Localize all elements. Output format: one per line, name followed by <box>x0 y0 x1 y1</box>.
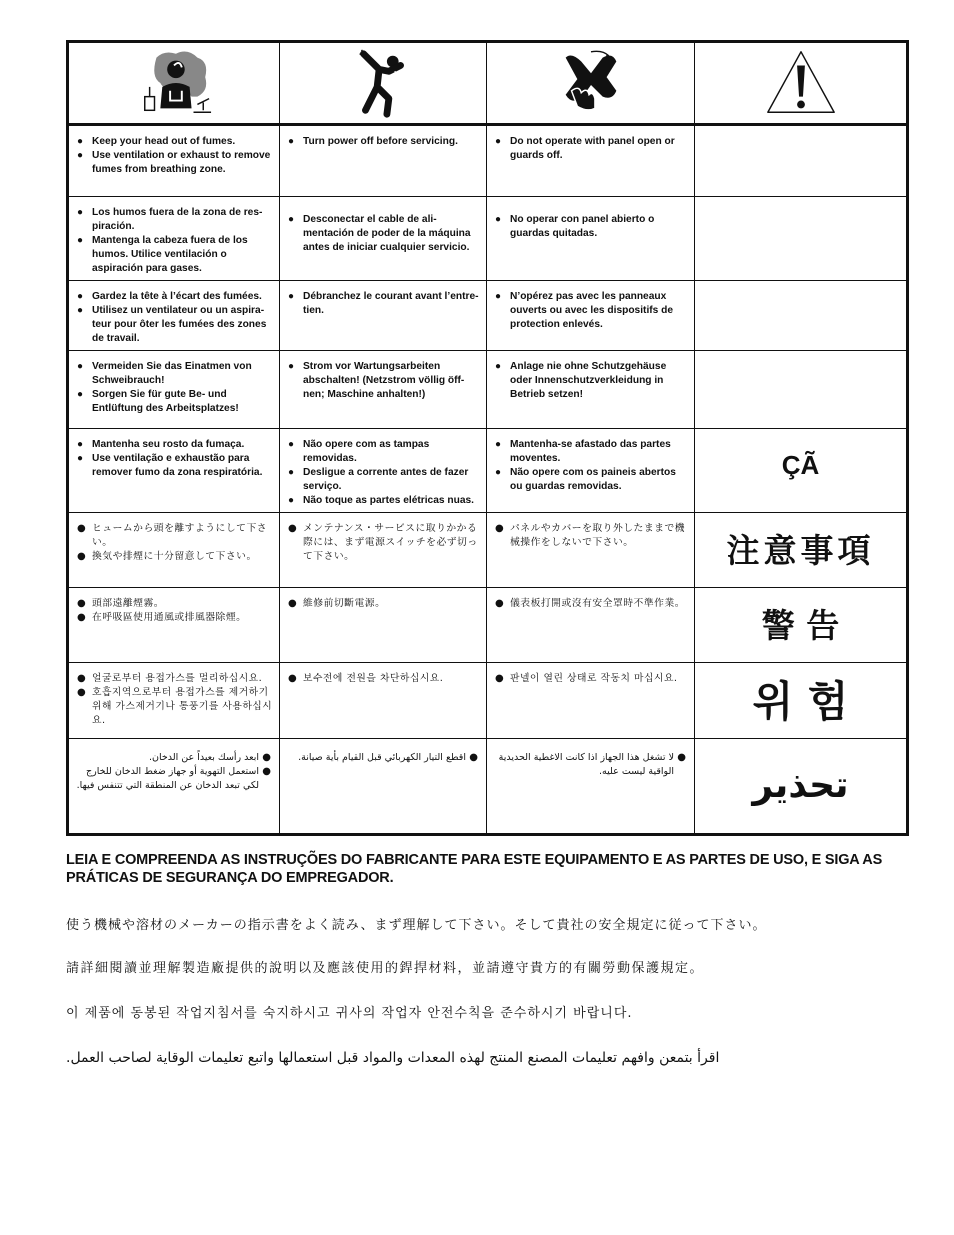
bullet-list <box>487 663 694 690</box>
warning-cell <box>68 125 280 197</box>
signal-word: 注意事項 <box>726 531 875 570</box>
bullet-item: ● Gardez la tête à l’écart des fumées. <box>77 290 275 304</box>
bullet-list <box>280 429 486 512</box>
footer-korean: 이 제품에 동봉된 작업지침서를 숙지하시고 귀사의 작업자 안전수칙을 준수하시기 바랍니다. <box>66 1006 633 1021</box>
warning-cell <box>280 588 487 663</box>
bullet-item: ● 在呼吸區使用通風或排風器除煙。 <box>77 611 275 625</box>
bullet-item: ● Não opere com as tampas removidas. <box>288 438 482 466</box>
bullet-list <box>487 281 694 336</box>
bullet-item: ● Desligue a corrente antes de fazer serviço. <box>288 466 482 494</box>
warning-cell <box>68 281 280 351</box>
bullet-item: ● Sorgen Sie für gute Be- und Entlüftung des Arbeitsplatzes! <box>77 388 275 416</box>
signal-word <box>695 126 906 194</box>
bullet-list <box>69 351 279 420</box>
warning-cell <box>68 588 280 663</box>
warning-row <box>68 588 908 663</box>
warning-cell <box>280 739 487 835</box>
warning-cell <box>487 513 695 588</box>
icon-cell <box>68 42 280 125</box>
footer-chinese: 請詳細閱讀並理解製造廠提供的說明以及應該使用的銲捍材料，並請遵守貴方的有關勞動保護規定。 <box>66 961 705 976</box>
warning-cell <box>487 125 695 197</box>
footer-japanese: 使う機械や溶材のメーカーの指示書をよく読み、まず理解して下さい。そして貴社の安全規定に従って下さい。 <box>66 918 767 933</box>
signal-word: 위 험 <box>752 677 849 726</box>
bullet-item: ● ヒュームから頭を離すようにして下さい。 <box>77 522 275 550</box>
bullet-item: ● Débranchez le courant avant l’entre-tien. <box>288 290 482 318</box>
warning-cell <box>487 351 695 429</box>
bullet-item: ● Los humos fuera de la zona de res-piración. <box>77 206 275 234</box>
bullet-list <box>280 739 486 769</box>
bullet-list <box>280 588 486 615</box>
bullet-item: ● 儀表板打開或沒有安全罩時不準作業。 <box>495 597 690 611</box>
bullet-item: ● パネルやカバーを取り外したままで機械操作をしないで下さい。 <box>495 522 690 550</box>
bullet-list <box>487 126 694 167</box>
bullet-list <box>280 126 486 153</box>
bullet-list <box>69 197 279 280</box>
warning-row <box>68 351 908 429</box>
icon-cell <box>695 42 908 125</box>
bullet-item: ● Utilisez un ventilateur ou un aspira-teur pour ôter les fumées des zones de travail. <box>77 304 275 346</box>
bullet-item: ● Use ventilação e exhaustão para remover fumo da zona respiratória. <box>77 452 275 480</box>
bullet-item: ● استعمل التهوية أو جهاز ضغط الدخان للخارج لكي تبعد الدخان عن المنطقة التي تتنفس فيها. <box>75 765 271 793</box>
bullet-list <box>280 197 486 259</box>
moving-parts-icon <box>552 47 630 119</box>
signal-word-cell <box>695 588 908 663</box>
warning-cell <box>68 197 280 281</box>
signal-word-cell <box>695 351 908 429</box>
bullet-item: ● N’opérez pas avec les panneaux ouverts ou avec les dispositifs de protection enlevés. <box>495 290 690 332</box>
warning-cell <box>487 739 695 835</box>
warning-row <box>68 281 908 351</box>
bullet-item: ● Desconectar el cable de ali-mentación de poder de la máquina antes de iniciar cualquier servicio. <box>288 213 482 255</box>
bullet-list <box>69 588 279 629</box>
signal-word-cell <box>695 197 908 281</box>
bullet-list <box>280 351 486 406</box>
bullet-item: ● 호흡지역으로부터 용접가스를 제거하기 위해 가스제거기나 통풍기를 사용하십시요. <box>77 686 275 728</box>
bullet-list <box>487 197 694 245</box>
fumes-icon <box>135 47 213 119</box>
signal-word-cell <box>695 513 908 588</box>
bullet-item: ● Mantenha seu rosto da fumaça. <box>77 438 275 452</box>
icon-cell <box>487 42 695 125</box>
warning-cell <box>280 663 487 739</box>
bullet-item: ● 換気や排煙に十分留意して下さい。 <box>77 550 275 564</box>
bullet-list <box>69 429 279 484</box>
warning-row <box>68 513 908 588</box>
warning-cell <box>280 351 487 429</box>
warning-triangle-icon <box>762 47 840 119</box>
bullet-item: ● Não opere com os paineis abertos ou guardas removidas. <box>495 466 690 494</box>
icon-cell <box>280 42 487 125</box>
bullet-list <box>487 429 694 498</box>
bullet-item: ● Anlage nie ohne Schutzgehäuse oder Innenschutzverkleidung in Betrieb setzen! <box>495 360 690 402</box>
signal-word: 警 告 <box>761 606 840 645</box>
warning-cell <box>280 197 487 281</box>
bullet-item: ● Vermeiden Sie das Einatmen von Schweibrauch! <box>77 360 275 388</box>
bullet-item: ● Strom vor Wartungsarbeiten abschalten! (Netzstrom völlig öff-nen; Maschine anhalten!) <box>288 360 482 402</box>
footer-portuguese: LEIA E COMPREENDA AS INSTRUÇÕES DO FABRICANTE PARA ESTE EQUIPAMENTO E AS PARTES DE USO, E SIGA AS PRÁTICAS DE SEGURANÇA DO EMPREGADOR. <box>66 852 883 886</box>
warning-row <box>68 197 908 281</box>
warning-row <box>68 739 908 835</box>
bullet-item: ● メンテナンス・サービスに取りかかる際には、まず電源スイッチを必ず切って下さい。 <box>288 522 482 564</box>
footer-arabic: اقرأ بتمعن وافهم تعليمات المصنع المنتج لهذه المعدات والمواد قبل استعمالها واتبع تعليمات الوقاية لصاحب العمل. <box>66 1050 720 1066</box>
warning-cell <box>487 281 695 351</box>
signal-word <box>695 281 906 347</box>
warning-cell <box>487 429 695 513</box>
bullet-item: ● Turn power off before servicing. <box>288 135 482 149</box>
signal-word-cell <box>695 739 908 835</box>
bullet-list <box>69 126 279 181</box>
bullet-item: ● Do not operate with panel open or guards off. <box>495 135 690 163</box>
warning-cell <box>487 663 695 739</box>
bullet-list <box>280 513 486 568</box>
bullet-item: ● No operar con panel abierto o guardas quitadas. <box>495 213 690 241</box>
bullet-list <box>69 513 279 568</box>
signal-word-cell <box>695 281 908 351</box>
icon-row <box>68 42 908 125</box>
bullet-item: ● 얼굴로부터 용접가스를 멀리하십시요. <box>77 672 275 686</box>
bullet-list <box>487 351 694 406</box>
bullet-list <box>487 513 694 554</box>
warning-cell <box>280 513 487 588</box>
warning-row <box>68 663 908 739</box>
warning-cell <box>68 513 280 588</box>
signal-word: ÇÃ <box>781 449 820 480</box>
bullet-item: ● 維修前切斷電源。 <box>288 597 482 611</box>
warning-cell <box>280 125 487 197</box>
warning-cell <box>68 663 280 739</box>
bullet-list <box>280 663 486 690</box>
bullet-list <box>280 281 486 322</box>
bullet-list <box>69 663 279 732</box>
bullet-item: ● Use ventilation or exhaust to remove fumes from breathing zone. <box>77 149 275 177</box>
bullet-item: ● اقطع التيار الكهربائي قبل القيام بأية صيانة. <box>286 751 478 765</box>
bullet-item: ● 頭部遠離煙霧。 <box>77 597 275 611</box>
warning-row <box>68 125 908 197</box>
bullet-list <box>69 739 279 797</box>
bullet-item: ● Mantenga la cabeza fuera de los humos. Utilice ventilación o aspiración para gases. <box>77 234 275 276</box>
bullet-item: ● ابعد رأسك بعيداً عن الدخان. <box>75 751 271 765</box>
warning-cell <box>487 197 695 281</box>
bullet-item: ● 판넬이 열린 상태로 작동치 마십시요. <box>495 672 690 686</box>
electric-shock-icon <box>344 47 422 119</box>
signal-word <box>695 351 906 425</box>
bullet-list <box>69 281 279 350</box>
bullet-item: ● Keep your head out of fumes. <box>77 135 275 149</box>
warning-cell <box>68 739 280 835</box>
bullet-item: ● Mantenha-se afastado das partes moventes. <box>495 438 690 466</box>
warning-row <box>68 429 908 513</box>
safety-table <box>66 40 909 836</box>
warning-cell <box>68 429 280 513</box>
signal-word-cell <box>695 125 908 197</box>
signal-word: تحذير <box>752 764 849 806</box>
bullet-list <box>487 588 694 615</box>
signal-word <box>695 197 906 273</box>
bullet-item: ● لا تشغل هذا الجهاز اذا كانت الاغطية الحديدية الواقية ليست عليه. <box>493 751 686 779</box>
warning-cell <box>280 281 487 351</box>
signal-word-cell <box>695 429 908 513</box>
signal-word-cell <box>695 663 908 739</box>
warning-cell <box>68 351 280 429</box>
bullet-item: ● 보수전에 전원을 차단하십시요. <box>288 672 482 686</box>
warning-cell <box>487 588 695 663</box>
bullet-item: ● Não toque as partes elétricas nuas. <box>288 494 482 508</box>
bullet-list <box>487 739 694 783</box>
warning-cell <box>280 429 487 513</box>
